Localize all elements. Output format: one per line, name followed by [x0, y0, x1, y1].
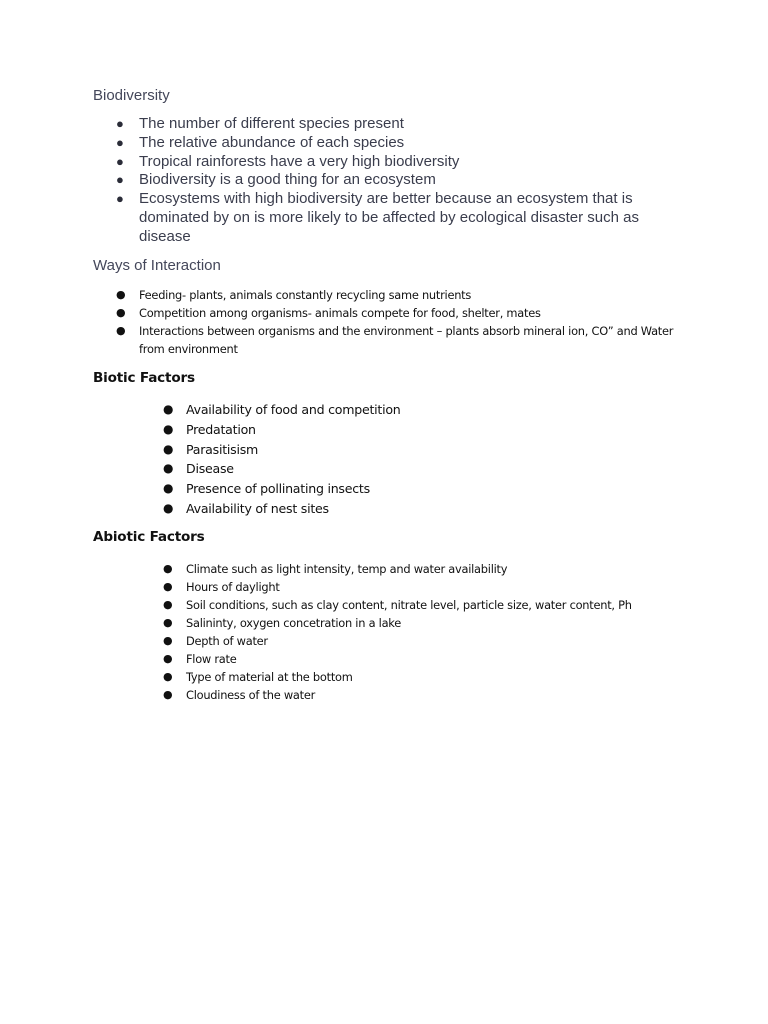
- list-item-text: Climate such as light intensity, temp and water availability: [186, 562, 508, 576]
- list-item: [163, 614, 726, 632]
- list-item-text: Type of material at the bottom: [186, 670, 353, 684]
- list-item-text: Availability of nest sites: [186, 500, 329, 516]
- biodiversity-list: [116, 115, 679, 247]
- abiotic-factors-heading: Abiotic Factors: [93, 529, 205, 545]
- list-item: [116, 190, 679, 246]
- bullet-icon: ●: [116, 288, 126, 301]
- list-item-text: Presence of pollinating insects: [186, 481, 370, 497]
- list-item: [163, 499, 646, 519]
- bullet-icon: ●: [163, 688, 173, 701]
- bullet-icon: ●: [163, 562, 173, 575]
- bullet-icon: ●: [116, 324, 126, 337]
- list-item-text: Soil conditions, such as clay content, nitrate level, particle size, water content, Ph: [186, 598, 632, 612]
- list-item: [116, 152, 679, 172]
- list-item-text: Cloudiness of the water: [186, 688, 316, 702]
- list-item: [163, 420, 646, 440]
- bullet-icon: ●: [116, 134, 124, 150]
- list-item-text: Ecosystems with high biodiversity are better because an ecosystem that is dominated by on is more likely to be affected by ecological disaster such as disease: [139, 190, 639, 245]
- list-item-text: Disease: [186, 461, 234, 477]
- list-item-text: The number of different species present: [139, 115, 404, 132]
- bullet-icon: ●: [163, 634, 173, 647]
- list-item: [163, 632, 726, 650]
- bullet-icon: ●: [163, 441, 174, 456]
- ways-of-interaction-list: [116, 286, 699, 358]
- bullet-icon: ●: [116, 172, 124, 188]
- list-item-text: Predatation: [186, 421, 256, 437]
- bullet-icon: ●: [163, 616, 173, 629]
- list-item-text: Hours of daylight: [186, 580, 280, 594]
- bullet-icon: ●: [116, 116, 124, 131]
- bullet-icon: ●: [116, 306, 126, 319]
- list-item-text: Availability of food and competition: [186, 402, 401, 417]
- list-item: [163, 440, 646, 460]
- list-item: [116, 171, 679, 190]
- list-item-text: Feeding- plants, animals constantly recycling same nutrients: [139, 288, 472, 302]
- biotic-factors-list: [163, 400, 646, 519]
- bullet-icon: ●: [116, 153, 124, 169]
- list-item: [116, 133, 679, 153]
- list-item-text: Interactions between organisms and the environment – plants absorb mineral ion, CO” and Water from environment: [139, 324, 674, 356]
- list-item: [163, 459, 646, 479]
- list-item: [163, 479, 646, 499]
- bullet-icon: ●: [116, 191, 124, 207]
- abiotic-factors-list: [163, 560, 726, 704]
- list-item-text: Salininty, oxygen concetration in a lake: [186, 616, 402, 630]
- bullet-icon: ●: [163, 580, 173, 593]
- list-item: [116, 286, 699, 304]
- list-item: [163, 560, 726, 578]
- list-item: [163, 686, 726, 704]
- list-item-text: The relative abundance of each species: [139, 133, 405, 151]
- list-item-text: Parasitisism: [186, 441, 259, 457]
- biodiversity-heading: Biodiversity: [93, 87, 170, 104]
- list-item: [163, 596, 726, 614]
- bullet-icon: ●: [163, 598, 173, 611]
- bullet-icon: ●: [163, 421, 174, 436]
- list-item: [116, 322, 699, 358]
- list-item-text: Flow rate: [186, 652, 237, 666]
- bullet-icon: ●: [163, 481, 174, 496]
- ways-of-interaction-heading: Ways of Interaction: [93, 257, 221, 274]
- bullet-icon: ●: [163, 652, 173, 665]
- list-item: [116, 304, 699, 322]
- biotic-factors-heading: Biotic Factors: [93, 370, 195, 386]
- list-item: [163, 668, 726, 686]
- list-item-text: Depth of water: [186, 634, 268, 648]
- list-item-text: Competition among organisms- animals compete for food, shelter, mates: [139, 306, 541, 320]
- list-item: [163, 400, 646, 420]
- list-item: [163, 650, 726, 668]
- list-item-text: Tropical rainforests have a very high biodiversity: [139, 152, 460, 170]
- list-item-text: Biodiversity is a good thing for an ecosystem: [139, 171, 436, 189]
- list-item: [163, 578, 726, 596]
- bullet-icon: ●: [163, 402, 174, 416]
- list-item: [116, 115, 679, 134]
- bullet-icon: ●: [163, 500, 174, 515]
- bullet-icon: ●: [163, 670, 173, 683]
- bullet-icon: ●: [163, 461, 174, 476]
